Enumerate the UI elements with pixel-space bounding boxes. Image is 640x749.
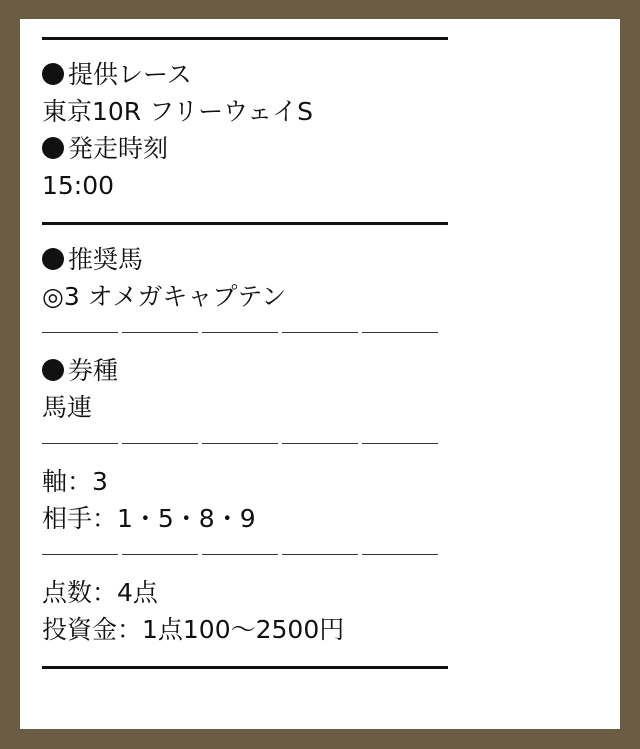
ticket-heading: 券種 xyxy=(68,356,119,385)
bet-points: 点数：4点 xyxy=(42,578,158,607)
bullet-icon xyxy=(42,359,64,381)
horse-heading: 推奨馬 xyxy=(68,245,144,274)
thick-divider xyxy=(42,648,602,685)
bullet-icon xyxy=(42,137,64,159)
race-heading: 提供レース xyxy=(68,60,192,89)
race-name: 東京10R フリーウェイS xyxy=(42,97,313,126)
axis-horse: 軸：3 xyxy=(42,467,108,496)
race-heading-row xyxy=(42,56,602,93)
post-time: 15:00 xyxy=(42,171,115,200)
horse-heading-row xyxy=(42,241,602,278)
thin-divider xyxy=(42,537,602,574)
thin-divider xyxy=(42,315,602,352)
time-heading-row xyxy=(42,130,602,167)
time-heading: 発走時刻 xyxy=(68,134,169,163)
recommended-horse: ◎3 オメガキャプテン xyxy=(42,282,287,311)
card-content xyxy=(42,19,602,685)
bet-card xyxy=(20,19,620,729)
investment-amount: 投資金：1点100〜2500円 xyxy=(42,615,345,644)
partner-horses: 相手：1・5・8・9 xyxy=(42,504,256,533)
thick-divider xyxy=(42,204,602,241)
ticket-type: 馬連 xyxy=(42,393,93,422)
thin-divider xyxy=(42,426,602,463)
bullet-icon xyxy=(42,248,64,270)
ticket-heading-row xyxy=(42,352,602,389)
thick-divider xyxy=(42,19,602,56)
bullet-icon xyxy=(42,63,64,85)
